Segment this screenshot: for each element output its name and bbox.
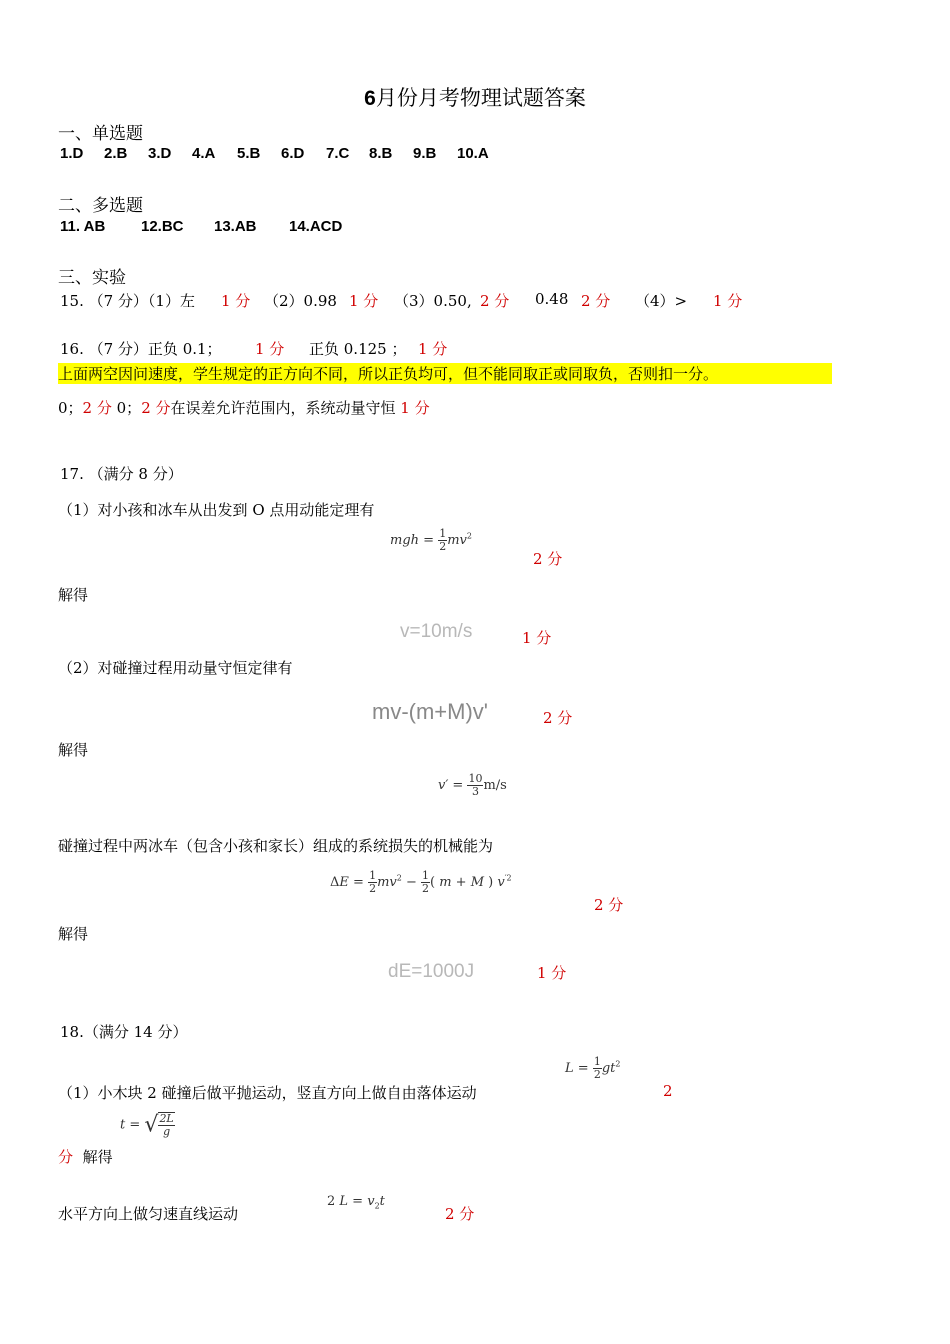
section-heading-experiment: 三、实验 bbox=[58, 268, 126, 288]
q15-part4: 0.48 bbox=[535, 290, 569, 308]
q18-score1b: 分 bbox=[58, 1148, 74, 1166]
q17-solve3: 解得 bbox=[58, 925, 89, 943]
section-heading-single-choice: 一、单选题 bbox=[58, 124, 143, 144]
answer-5: 5.B bbox=[237, 145, 261, 162]
q17-score1: 2 分 bbox=[533, 550, 563, 568]
q15-part2: （2）0.98 bbox=[264, 292, 337, 310]
answer-2: 2.B bbox=[104, 145, 128, 162]
q16-score3: 2 分 bbox=[82, 399, 112, 417]
q17-solve1: 解得 bbox=[58, 586, 89, 604]
q17-velocity-result: v=10m/s bbox=[400, 621, 473, 642]
multi-choice-answers bbox=[60, 218, 342, 235]
q17-score2: 1 分 bbox=[522, 629, 552, 647]
single-choice-answers bbox=[60, 145, 489, 162]
q17-part1: （1）对小孩和冰车从出发到 O 点用动能定理有 bbox=[58, 501, 375, 519]
q15-score3: 2 分 bbox=[480, 292, 510, 310]
q15-score1: 1 分 bbox=[221, 292, 251, 310]
answer-13: 13.AB bbox=[214, 218, 257, 235]
q16-score2: 1 分 bbox=[418, 340, 448, 358]
q18-heading: 18.（满分 14 分） bbox=[60, 1023, 188, 1041]
answer-8: 8.B bbox=[369, 145, 393, 162]
q18-part2: 水平方向上做匀速直线运动 bbox=[58, 1205, 239, 1223]
equation-energy-loss: ΔE = $\frac{1}{2}$ $mv^2$ − $\frac{1}{2}$ ( m + M ) $v^{'2}$ bbox=[330, 869, 512, 895]
q17-part2: （2）对碰撞过程用动量守恒定律有 bbox=[58, 659, 293, 677]
section-heading-multi-choice: 二、多选题 bbox=[58, 196, 143, 216]
answer-9: 9.B bbox=[413, 145, 437, 162]
q18-line2 bbox=[58, 1146, 113, 1167]
q17-score4: 2 分 bbox=[594, 896, 624, 914]
q15-part3: （3）0.50, bbox=[394, 292, 472, 310]
q16-score5: 1 分 bbox=[400, 399, 430, 417]
answer-7: 7.C bbox=[326, 145, 350, 162]
q17-part3: 碰撞过程中两冰车（包含小孩和家长）组成的系统损失的机械能为 bbox=[58, 837, 494, 855]
answer-12: 12.BC bbox=[141, 218, 184, 235]
q17-energy-result: dE=1000J bbox=[388, 961, 475, 982]
q17-score5: 1 分 bbox=[537, 964, 567, 982]
q16-score4: 2 分 bbox=[141, 399, 171, 417]
q15-score2: 1 分 bbox=[349, 292, 379, 310]
q17-score3: 2 分 bbox=[543, 709, 573, 727]
q18-score1a: 2 bbox=[663, 1082, 673, 1100]
answer-1: 1.D bbox=[60, 145, 84, 162]
q17-solve2: 解得 bbox=[58, 741, 89, 759]
answer-6: 6.D bbox=[281, 145, 305, 162]
q15-part1: 15. （7 分）（1）左 bbox=[60, 292, 195, 310]
answer-10: 10.A bbox=[457, 145, 489, 162]
answer-4: 4.A bbox=[192, 145, 216, 162]
q17-heading: 17. （满分 8 分） bbox=[60, 465, 183, 483]
q16-score1: 1 分 bbox=[255, 340, 285, 358]
q16-line3: 0；2 分 0；2 分在误差允许范围内，系统动量守恒 1 分 bbox=[58, 399, 430, 417]
q18-part1: （1）小木块 2 碰撞后做平抛运动，竖直方向上做自由落体运动 bbox=[58, 1084, 477, 1102]
equation-free-fall: L = $\frac{1}{2}$ $gt^2$ bbox=[565, 1055, 621, 1081]
q16-grading-note: 上面两空因问速度，学生规定的正方向不同，所以正负均可，但不能同取正或同取负，否则扣一分。 bbox=[58, 363, 832, 384]
q16-part2: 正负 0.125 ； bbox=[309, 340, 407, 358]
answer-11: 11. AB bbox=[60, 218, 106, 235]
equation-velocity-after: v′ = $\frac{10}{3}$ m/s bbox=[438, 772, 507, 798]
q18-score2: 2 分 bbox=[445, 1205, 475, 1223]
equation-kinetic-energy: mgh = $\frac{1}{2}$ $mv^2$ bbox=[390, 527, 472, 553]
q16-part1: 16. （7 分）正负 0.1； bbox=[60, 340, 222, 358]
q18-solve1: 解得 bbox=[82, 1148, 113, 1166]
q15-part5: （4）> bbox=[635, 292, 688, 310]
equation-time: t = √ $\frac{2L}{g}$ bbox=[120, 1112, 174, 1138]
page-title: 6月份月考物理试题答案 bbox=[364, 86, 586, 110]
q15-score4: 2 分 bbox=[581, 292, 611, 310]
q17-momentum-equation: mv-(m+M)v' bbox=[372, 699, 489, 724]
answer-3: 3.D bbox=[148, 145, 172, 162]
equation-horizontal: 2 $L = v_2t$ bbox=[327, 1194, 385, 1211]
answer-14: 14.ACD bbox=[289, 218, 343, 235]
q15-score5: 1 分 bbox=[713, 292, 743, 310]
